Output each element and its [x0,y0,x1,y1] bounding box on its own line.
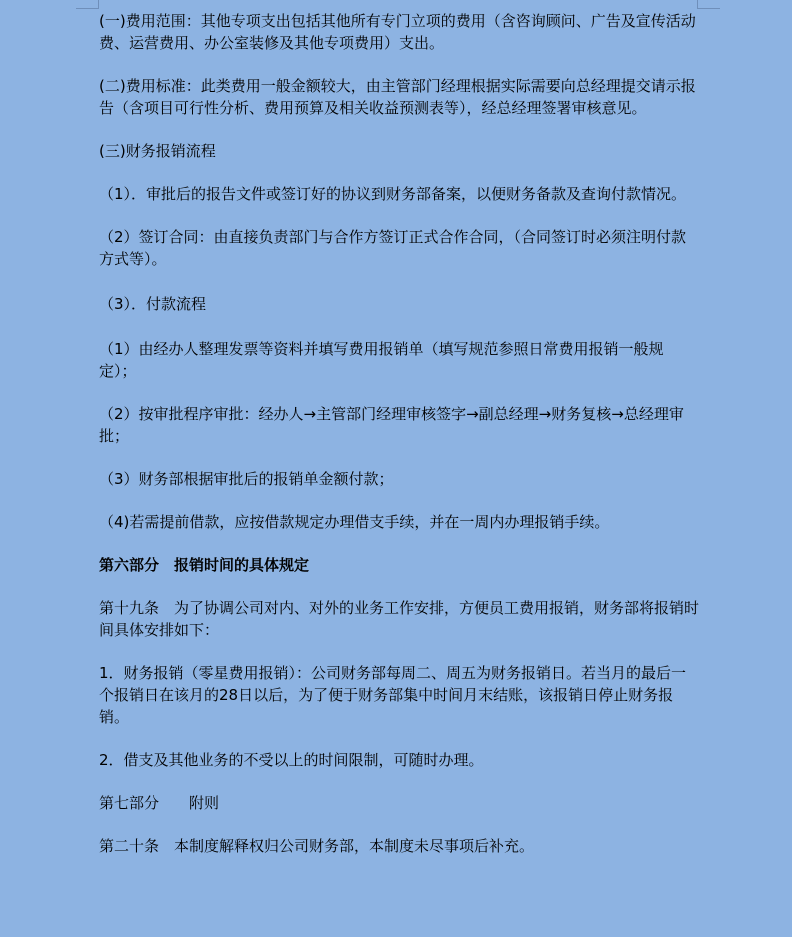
paragraph-reimbursement-process-title: (三)财务报销流程 [99,142,216,160]
paragraph-expense-scope: (一)费用范围：其他专项支出包括其他所有专门立项的费用（含咨询顾问、广告及宣传活动费、运营费用、办公室装修及其他专项费用）支出。 [99,12,696,52]
paragraph-payment-step-3: （3）财务部根据审批后的报销单金额付款； [99,470,394,488]
paragraph-payment-step-1: （1）由经办人整理发票等资料并填写费用报销单（填写规范参照日常费用报销一般规定）； [99,340,664,380]
page-corner-mark-left [76,0,99,9]
paragraph-payment-step-2: （2）按审批程序审批：经办人→主管部门经理审核签字→副总经理→财务复核→总经理审批； [99,405,684,445]
paragraph-process-step-2: （2）签订合同：由直接负责部门与合作方签订正式合作合同，（合同签订时必须注明付款方式等）。 [99,228,687,268]
section-heading-part-seven: 第七部分 附则 [99,794,220,812]
document-body [99,10,699,857]
paragraph-article-twenty: 第二十条 本制度解释权归公司财务部，本制度未尽事项后补充。 [99,837,535,855]
paragraph-expense-standard: (二)费用标准：此类费用一般金额较大，由主管部门经理根据实际需要向总经理提交请示报告（含项目可行性分析、费用预算及相关收益预测表等），经总经理签署审核意见。 [99,77,696,117]
section-heading-part-six: 第六部分 报销时间的具体规定 [99,556,310,574]
paragraph-process-step-1: （1）．审批后的报告文件或签订好的协议到财务部备案，以便财务备款及查询付款情况。 [99,185,687,203]
paragraph-financial-reimbursement: 1．财务报销（零星费用报销）：公司财务部每周二、周五为财务报销日。若当月的最后一个报销日在该月的28日以后，为了便于财务部集中时间月末结账，该报销日停止财务报销。 [99,664,687,726]
page-corner-mark-right [697,0,720,9]
paragraph-payment-process-title: （3）．付款流程 [99,295,207,313]
paragraph-payment-step-4: （4)若需提前借款，应按借款规定办理借支手续，并在一周内办理报销手续。 [99,513,610,531]
paragraph-article-nineteen: 第十九条 为了协调公司对内、对外的业务工作安排，方便员工费用报销，财务部将报销时间具体安排如下： [99,599,700,639]
paragraph-loan-and-other-business: 2．借支及其他业务的不受以上的时间限制，可随时办理。 [99,751,484,769]
